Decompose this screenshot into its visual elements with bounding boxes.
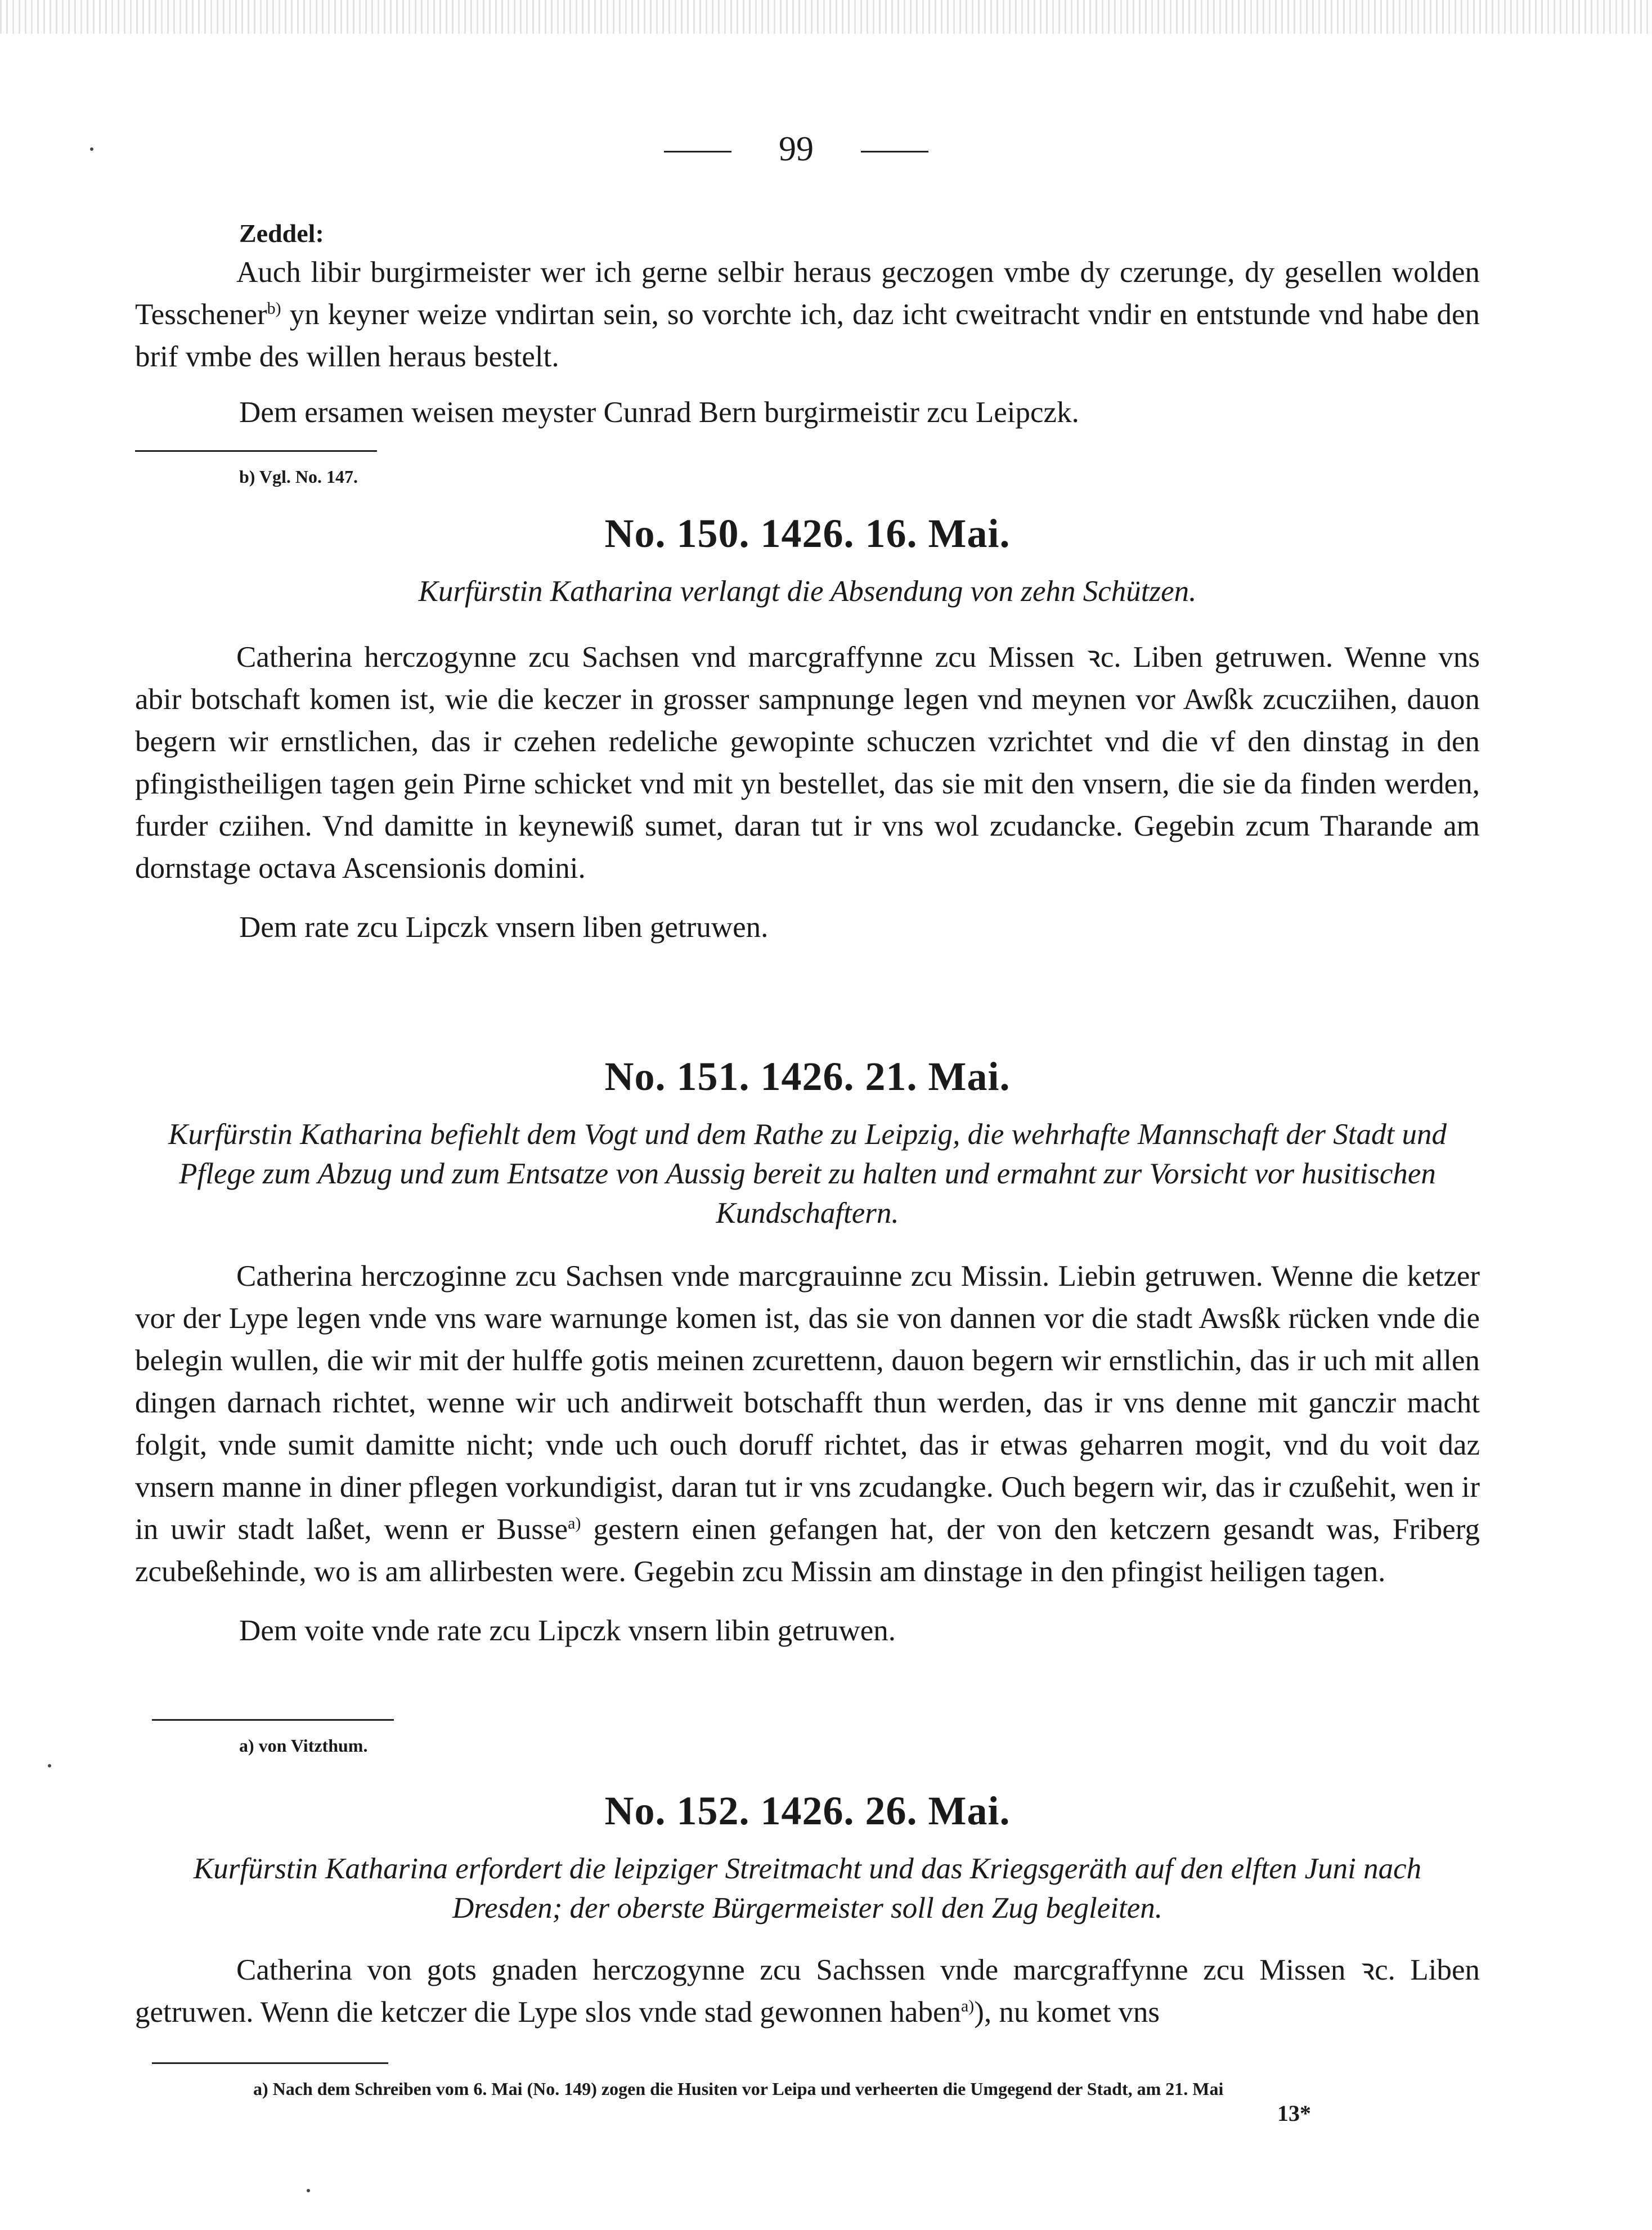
footnote-a-vitzthum: a) von Vitzthum. <box>239 1735 368 1756</box>
zeddel-text-part: Auch libir burgirmeister wer ich gerne selbir heraus geczogen vmbe dy czerunge, dy gesellen wolden Tesschener <box>135 256 1480 331</box>
doc-summary: Kurfürstin Katharina befiehlt dem Vogt und dem Rathe zu Leipzig, die wehrhafte Mannschaft der Stadt und Pflege zum Abzug und zum Entsatze von Aussig bereit zu halten und ermahnt zur Vorsicht vor husitischen Kundschaftern. <box>168 1118 1447 1230</box>
zeddel-text-part: yn keyner weize vndirtan sein, so vorchte ich, daz icht cweitracht vndir en entstunde vnd habe den brif vmbe des willen heraus bestelt. <box>135 298 1480 373</box>
doc-address: Dem voite vnde rate zcu Lipczk vnsern libin getruwen. <box>239 1614 896 1647</box>
doc-body-part: Catherina herczoginne zcu Sachsen vnde marcgrauinne zcu Missin. Liebin getruwen. Wenne die ketzer vor der Lype legen vnde vns ware warnunge komen ist, das sie von dannen vor die stadt Awsßk rücken vnde die belegin wullen, die wir mit der hulffe gotis meinen zcurettenn, dauon begern wir ernstlichin, das ir uch mit allen dingen darnach richtet, wenne wir uch andirweit botschafft thun werden, das ir vns denne mit ganczir macht folgit, vnde sumit damitte nicht; vnde uch ouch doruff richtet, das ir etwas geharren mogit, vnd du voit daz vnsern manne in diner pflegen vorkundigist, daran tut ir vns zcudangke. Ouch begern wir, das ir czußehit, wen ir in uwir stadt laßet, wenn er Busse <box>135 1260 1480 1546</box>
scan-speck <box>90 147 93 151</box>
footnote-block-a2 <box>135 2062 1480 2126</box>
signature-mark: 13* <box>1277 2101 1311 2126</box>
header-rule-right <box>861 151 928 152</box>
doc-heading: No. 151. 1426. 21. Mai. <box>604 1054 1011 1099</box>
doc-address: Dem rate zcu Lipczk vnsern liben getruwen. <box>239 911 769 944</box>
document-150 <box>135 506 1480 949</box>
doc-body <box>135 1255 1480 1593</box>
footnote-rule <box>152 1719 394 1721</box>
doc-heading: No. 152. 1426. 26. Mai. <box>604 1788 1011 1833</box>
doc-heading: No. 150. 1426. 16. Mai. <box>604 511 1011 556</box>
document-152 <box>135 1784 1480 2034</box>
page-number: 99 <box>779 130 814 168</box>
footnote-block-b <box>135 450 1480 489</box>
zeddel-label: Zeddel: <box>239 219 324 248</box>
document-151 <box>135 1049 1480 1652</box>
footnote-marker-a: a) <box>960 1996 975 2016</box>
doc-body <box>135 1949 1480 2034</box>
doc-body-part: Catherina von gots gnaden herczogynne zcu Sachssen vnde marcgraffynne zcu Missen ꝛc. Liben getruwen. Wenn die ketczer die Lype slos vnde stad gewonnen haben <box>135 1954 1480 2029</box>
scan-speck <box>307 2189 310 2192</box>
doc-summary: Kurfürstin Katharina verlangt die Absendung von zehn Schützen. <box>418 575 1197 608</box>
doc-body: Catherina herczogynne zcu Sachsen vnd marcgraffynne zcu Missen ꝛc. Liben getruwen. Wenne vns abir botschaft komen ist, wie die keczer in grosser sampnunge legen vnd meynen vor Awßk zcucziihen, dauon begern wir ernstlichen, das ir czehen redeliche gewopinte schuczen vzrichtet vnd die vf den dinstag in den pfingistheiligen tagen gein Pirne schicket vnd mit yn bestellet, das sie mit den vnsern, die sie da finden werden, furder cziihen. Vnd damitte in keynewiß sumet, daran tut ir vns wol zcudancke. Gegebin zcum Tharande am dornstage octava Ascensionis domini. <box>135 641 1480 885</box>
footnote-b: b) Vgl. No. 147. <box>239 466 358 487</box>
footnote-rule <box>152 2062 388 2064</box>
zeddel-section <box>135 217 1480 434</box>
footnote-rule <box>135 450 377 452</box>
zeddel-address: Dem ersamen weisen meyster Cunrad Bern burgirmeistir zcu Leipczk. <box>239 396 1079 429</box>
zeddel-text <box>135 252 1480 378</box>
page-header <box>0 127 1652 172</box>
footnote-a-leipa: a) Nach dem Schreiben vom 6. Mai (No. 149) zogen die Husiten vor Leipa und verheerten die Umgegend der Stadt, am 21. Mai <box>253 2079 1224 2099</box>
header-rule-left <box>664 151 731 152</box>
footnote-marker-a: a) <box>568 1514 581 1533</box>
doc-body-part: ), nu komet vns <box>974 1996 1160 2029</box>
footnote-marker-b: b) <box>267 299 281 318</box>
scan-speck <box>48 1764 51 1767</box>
doc-body-part: gestern einen gefangen hat, der von den ketczern gesandt was, Friberg zcubeßehinde, wo is am allirbesten were. Gegebin zcu Missin am dinstage in den pfingist heiligen tagen. <box>135 1513 1480 1588</box>
doc-summary: Kurfürstin Katharina erfordert die leipziger Streitmacht und das Kriegsgeräth auf den elften Juni nach Dresden; der oberste Bürgermeister soll den Zug begleiten. <box>193 1852 1422 1924</box>
footnote-block-a1 <box>135 1719 1480 1758</box>
scan-edge-artifact <box>0 0 1652 34</box>
